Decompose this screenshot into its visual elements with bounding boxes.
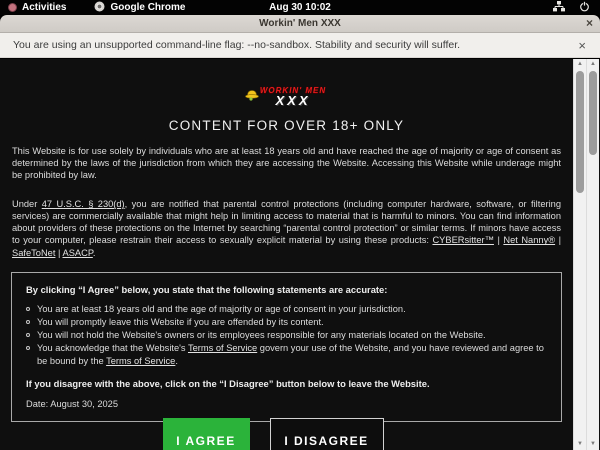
list-item <box>26 303 547 316</box>
consent-buttons <box>0 418 546 450</box>
statute-link[interactable]: 47 U.S.C. § 230(d) <box>41 199 125 210</box>
site-logo-inner <box>247 86 326 106</box>
outer-scrollbar[interactable] <box>586 59 599 450</box>
bullet-icon <box>26 333 30 337</box>
agreement-intro: By clicking “I Agree” below, you state that the following statements are accurate: <box>26 283 388 295</box>
p2-pre-text: Under <box>12 199 42 210</box>
disagree-button[interactable]: I DISAGREE <box>270 418 384 450</box>
cybersitter-link[interactable]: CYBERsitter™ <box>432 235 494 246</box>
window-title-bar[interactable] <box>0 15 600 33</box>
clock-button[interactable]: Aug 30 10:02 <box>269 2 331 13</box>
infobar-close-icon[interactable]: × <box>578 37 586 53</box>
bullet-icon <box>26 320 30 324</box>
netnanny-link[interactable]: Net Nanny® <box>503 235 556 246</box>
scroll-down-icon[interactable]: ▼ <box>590 441 596 447</box>
logo-xxx: XXX <box>275 93 311 108</box>
site-logo <box>232 86 342 110</box>
app-menu-label: Google Chrome <box>110 2 186 13</box>
paragraph-parental-controls <box>12 198 561 258</box>
hard-hat-icon <box>245 88 260 106</box>
network-icon[interactable] <box>553 1 565 15</box>
bullet-icon <box>26 346 30 350</box>
agree-button[interactable]: I AGREE <box>163 418 250 450</box>
paragraph-age-statement: This Website is for use solely by individuals who are at least 18 years old and have reached the age of majority or age of consent as determined by the laws of the jurisdiction from which they are accessing the Website. Accessing this Website while underage might be prohibited by law. <box>12 146 561 181</box>
terms-of-service-link[interactable]: Terms of Service <box>106 356 176 367</box>
scroll-down-icon[interactable]: ▼ <box>577 441 583 447</box>
window-title: Workin' Men XXX <box>259 18 341 29</box>
page-content <box>0 59 573 450</box>
product-separator: | <box>555 235 561 246</box>
safetonet-link[interactable]: SafeToNet <box>12 247 56 258</box>
list-item <box>26 316 547 329</box>
product-separator: | <box>55 247 63 258</box>
agreement-statement-4 <box>37 342 547 368</box>
logo-wordmark: WORKIN' MEN <box>259 86 327 95</box>
agreement-statement-3: You will not hold the Website's owners or its employees responsible for any materials located on the Website. <box>37 330 486 340</box>
p2-end-text: . <box>92 247 96 258</box>
page-heading: CONTENT FOR OVER 18+ ONLY <box>168 118 405 133</box>
inner-scrollbar[interactable] <box>573 59 586 450</box>
outer-scrollbar-thumb[interactable] <box>589 71 597 155</box>
b4-end-text: . <box>175 356 178 367</box>
b4-pre-text: You acknowledge that the Website's <box>37 343 188 354</box>
web-page <box>0 59 600 450</box>
window-close-icon[interactable]: × <box>585 16 593 30</box>
asacp-link[interactable]: ASACP <box>62 247 93 258</box>
p2-mid-text: , you are notified that parental control protections (including computer hardware, software, or filtering services) are commercially available that might help in limiting access to material that is harmful to minors. You can find information about providers of these protections on the Internet by searching “parental control protection” or similar terms. If minors have access to your computer, please restrain their access to sexually explicit material by using these products: <box>12 199 562 246</box>
scroll-up-icon[interactable]: ▲ <box>590 61 596 67</box>
list-item <box>26 329 547 342</box>
disagree-note: If you disagree with the above, click on the “I Disagree” button below to leave the Website. <box>26 377 430 389</box>
terms-of-service-link[interactable]: Terms of Service <box>187 343 258 354</box>
agreement-list <box>26 303 547 369</box>
b4-mid-text: govern your use of the Website, and you have reviewed and agree to be bound by the <box>37 343 544 367</box>
activities-label: Activities <box>22 2 67 13</box>
date-line: Date: August 30, 2025 <box>26 398 119 409</box>
scrollbar-area <box>573 59 600 450</box>
system-tray <box>553 1 600 15</box>
agreement-box <box>11 272 562 422</box>
gnome-top-bar <box>0 0 600 15</box>
inner-scrollbar-thumb[interactable] <box>576 71 584 193</box>
scroll-up-icon[interactable]: ▲ <box>577 61 583 67</box>
product-separator: | <box>493 235 504 246</box>
list-item <box>26 342 547 368</box>
power-icon[interactable] <box>579 1 590 15</box>
agreement-statement-2: You will promptly leave this Website if you are offended by its content. <box>37 316 324 327</box>
chrome-infobar <box>0 33 600 58</box>
agreement-statement-1: You are at least 18 years old and the age of majority or age of consent in your jurisdiction. <box>37 303 406 314</box>
infobar-message: You are using an unsupported command-line flag: --no-sandbox. Stability and security will suffer. <box>13 39 461 51</box>
bullet-icon <box>26 307 30 311</box>
